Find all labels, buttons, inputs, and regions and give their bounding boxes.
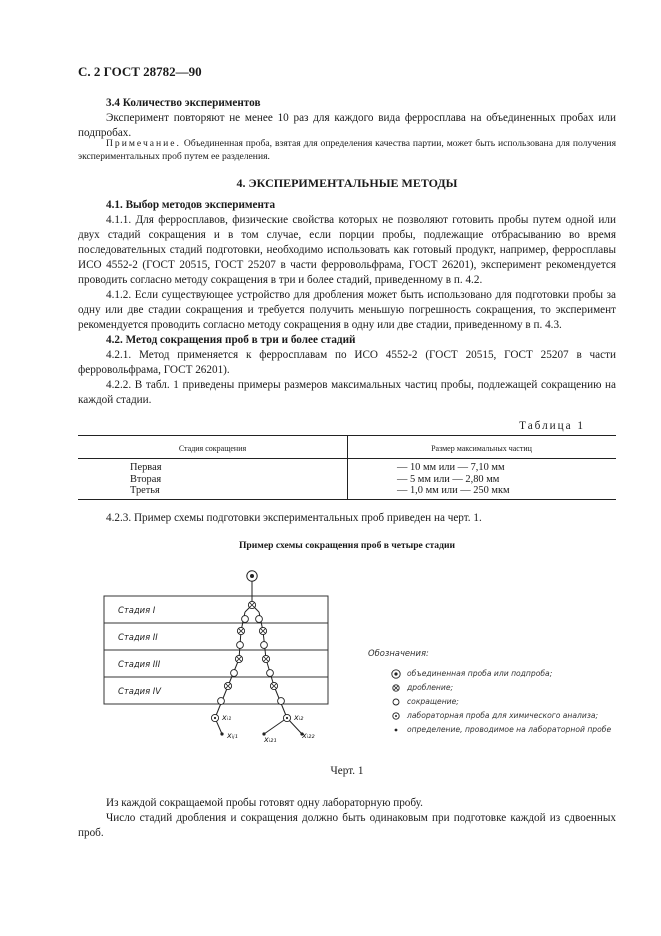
legend-item: объединенная проба или подпроба; — [407, 669, 553, 678]
double-circle-icon — [247, 571, 257, 581]
section-4-2-title: 4.2. Метод сокращения проб в три и более стадий — [106, 334, 356, 346]
label-xi1: xᵢ₁ — [222, 713, 232, 722]
section-4-1-title: 4.1. Выбор методов эксперимента — [106, 199, 276, 211]
section-3-4 — [78, 96, 616, 141]
table-stage-column — [130, 462, 161, 497]
stage-label: Стадия II — [118, 632, 158, 642]
section-3-4-title: 3.4 Количество экспериментов — [106, 97, 261, 109]
note-text: Объединенная проба, взятая для определения качества партии, может быть использована для получения экспериментальных проб путем ее разделения. — [78, 138, 616, 162]
closing-text — [78, 796, 616, 841]
table-cell-size: — 5 мм или — 2,80 мм — [397, 473, 500, 485]
para-4-2-3-wrap — [78, 511, 616, 526]
legend-item: определение, проводимое на лабораторной пробе — [407, 725, 612, 734]
figure-caption: Черт. 1 — [330, 765, 364, 777]
label-xi2: xᵢ₂ — [294, 713, 304, 722]
section-4-body — [78, 198, 616, 408]
open-circle-icons — [218, 616, 285, 705]
note — [78, 137, 616, 163]
table-cell-size: — 10 мм или — 7,10 мм — [397, 462, 505, 473]
legend-item: лабораторная проба для химического анализа; — [407, 711, 599, 720]
table-bottom-rule — [78, 499, 616, 500]
legend-icons — [392, 670, 400, 732]
para-4-2-3: 4.2.3. Пример схемы подготовки экспериментальных проб приведен на черт. 1. — [106, 512, 482, 524]
stage-label: Стадия IV — [118, 686, 161, 696]
legend-dot-icon — [395, 729, 398, 732]
legend-title: Обозначения: — [368, 648, 429, 658]
para-4-1-1: 4.1.1. Для ферросплавов, физические свойства которых не позволяют готовить пробы путем одной или двух стадий сокращения и в том случае, если порции пробы, подлежащие отбрасыванию во время последовательных стадий подготовки, необходимо использовать как готовый продукт, например, ферросплавы ИСО 4552-2 (ГОСТ 20515, ГОСТ 25207 в части ферровольфрама, ГОСТ 26201), эксперимент рекомендуется проводить согласно методу сокращения в три и более стадий, приведенному в п. 4.2. — [78, 214, 616, 286]
table-col2-header: Размер максимальных частиц — [431, 444, 532, 453]
stage-label: Стадия III — [118, 659, 161, 669]
figure-title: Пример схемы сокращения проб в четыре стадии — [238, 540, 456, 551]
closing-para-2: Число стадий дробления и сокращения должно быть одинаковым при подготовке каждой из сдвоенных проб. — [78, 812, 616, 839]
table-cell-stage: Вторая — [130, 473, 162, 485]
para-4-2-2: 4.2.2. В табл. 1 приведены примеры размеров максимальных частиц пробы, подлежащей сокращению на каждой стадии. — [78, 379, 616, 406]
label-xij1: xᵢⱼ₁ — [227, 731, 238, 740]
legend-item: сокращение; — [407, 697, 459, 706]
closing-para-1: Из каждой сокращаемой пробы готовят одну лабораторную пробу. — [106, 797, 423, 809]
para-4-1-2: 4.1.2. Если существующее устройство для дробления может быть использовано для подготовки пробы за одну или две стадии сокращения и требуется получить меньшую погрешность сокращения, то эксперимент рекомендуется проводить согласно методу сокращения в одну или две стадии, приведенному в п. 4.3. — [78, 289, 616, 331]
note-label: Примечание. — [106, 138, 181, 149]
label-xi21: xᵢ₂₁ — [264, 735, 277, 744]
table-cell-stage: Первая — [130, 462, 162, 473]
tree-lines — [215, 581, 302, 734]
table-caption: Таблица 1 — [519, 420, 585, 432]
section-4-title: 4. ЭКСПЕРИМЕНТАЛЬНЫЕ МЕТОДЫ — [236, 176, 458, 190]
legend-open-circle-icon — [393, 699, 399, 705]
table-size-column — [397, 462, 510, 497]
legend-item: дробление; — [407, 683, 454, 692]
table-col1-header: Стадия сокращения — [178, 444, 247, 453]
table-cell-stage: Третья — [130, 485, 160, 496]
label-xi22: xᵢ₂₂ — [302, 731, 315, 740]
table-cell-size: — 1,0 мм или — 250 мкм — [397, 485, 510, 496]
stage-label: Стадия I — [118, 605, 156, 615]
section-3-4-body: Эксперимент повторяют не менее 10 раз для каждого вида ферросплава на объединенных пробах или подпробах. — [78, 112, 616, 139]
para-4-2-1: 4.2.1. Метод применяется к ферросплавам по ИСО 4552-2 (ГОСТ 20515, ГОСТ 25207 в части ферровольфрама, ГОСТ 26201). — [78, 349, 616, 376]
sampling-scheme-diagram — [0, 560, 661, 770]
page-header: С. 2 ГОСТ 28782—90 — [78, 64, 202, 79]
